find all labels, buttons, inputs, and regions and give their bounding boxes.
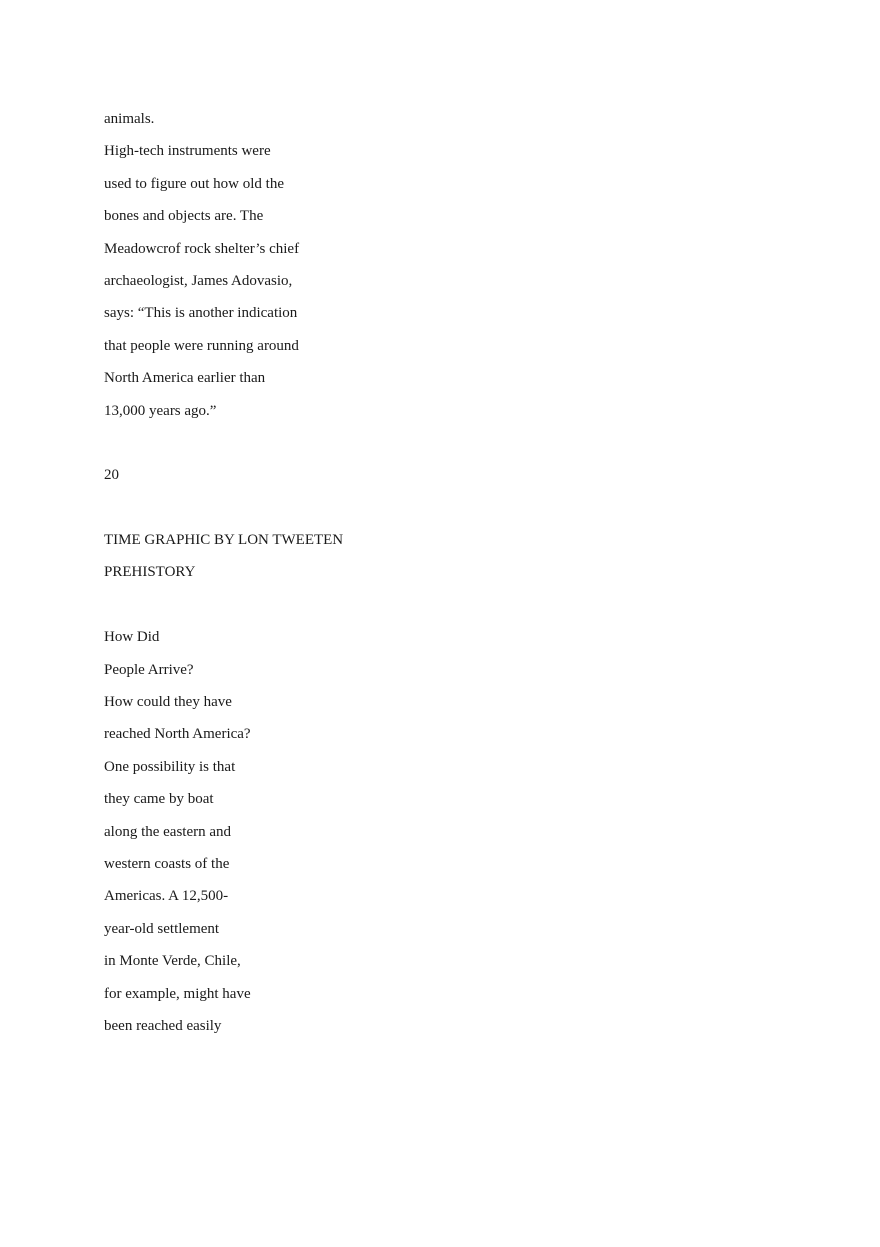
heading-line: People Arrive? [104, 661, 194, 678]
blank-line [104, 427, 804, 459]
section-label: PREHISTORY [104, 564, 196, 581]
blank-line [104, 492, 804, 524]
text-line: High-tech instruments were [104, 143, 271, 160]
text-line: that people were running around [104, 337, 299, 354]
text-line: year-old settlement [104, 920, 220, 937]
text-line: 13,000 years ago.” [104, 402, 217, 419]
section-1-paragraph [104, 103, 804, 427]
text-line: archaeologist, James Adovasio, [104, 272, 293, 289]
text-line: along the eastern and [104, 823, 232, 840]
text-line: been reached easily [104, 1017, 222, 1034]
text-line: they came by boat [104, 791, 214, 808]
graphic-credit: TIME GRAPHIC BY LON TWEETEN [104, 532, 344, 549]
text-line: used to figure out how old the [104, 175, 284, 192]
text-column [104, 103, 804, 1042]
section-2-heading [104, 621, 804, 686]
text-line: bones and objects are. The [104, 208, 264, 225]
text-line: says: “This is another indication [104, 305, 298, 322]
blank-line [104, 589, 804, 621]
text-line: Meadowcrof rock shelter’s chief [104, 240, 300, 257]
text-line: for example, might have [104, 985, 251, 1002]
text-line: animals. [104, 111, 155, 127]
text-line: How could they have [104, 694, 232, 711]
text-line: North America earlier than [104, 370, 266, 387]
page-number: 20 [104, 467, 119, 484]
text-line: in Monte Verde, Chile, [104, 953, 241, 970]
heading-line: How Did [104, 629, 160, 646]
text-line: Americas. A 12,500- [104, 888, 229, 905]
text-line: One possibility is that [104, 758, 236, 775]
section-2-paragraph [104, 686, 804, 1042]
text-line: reached North America? [104, 726, 251, 743]
text-line: western coasts of the [104, 855, 230, 872]
